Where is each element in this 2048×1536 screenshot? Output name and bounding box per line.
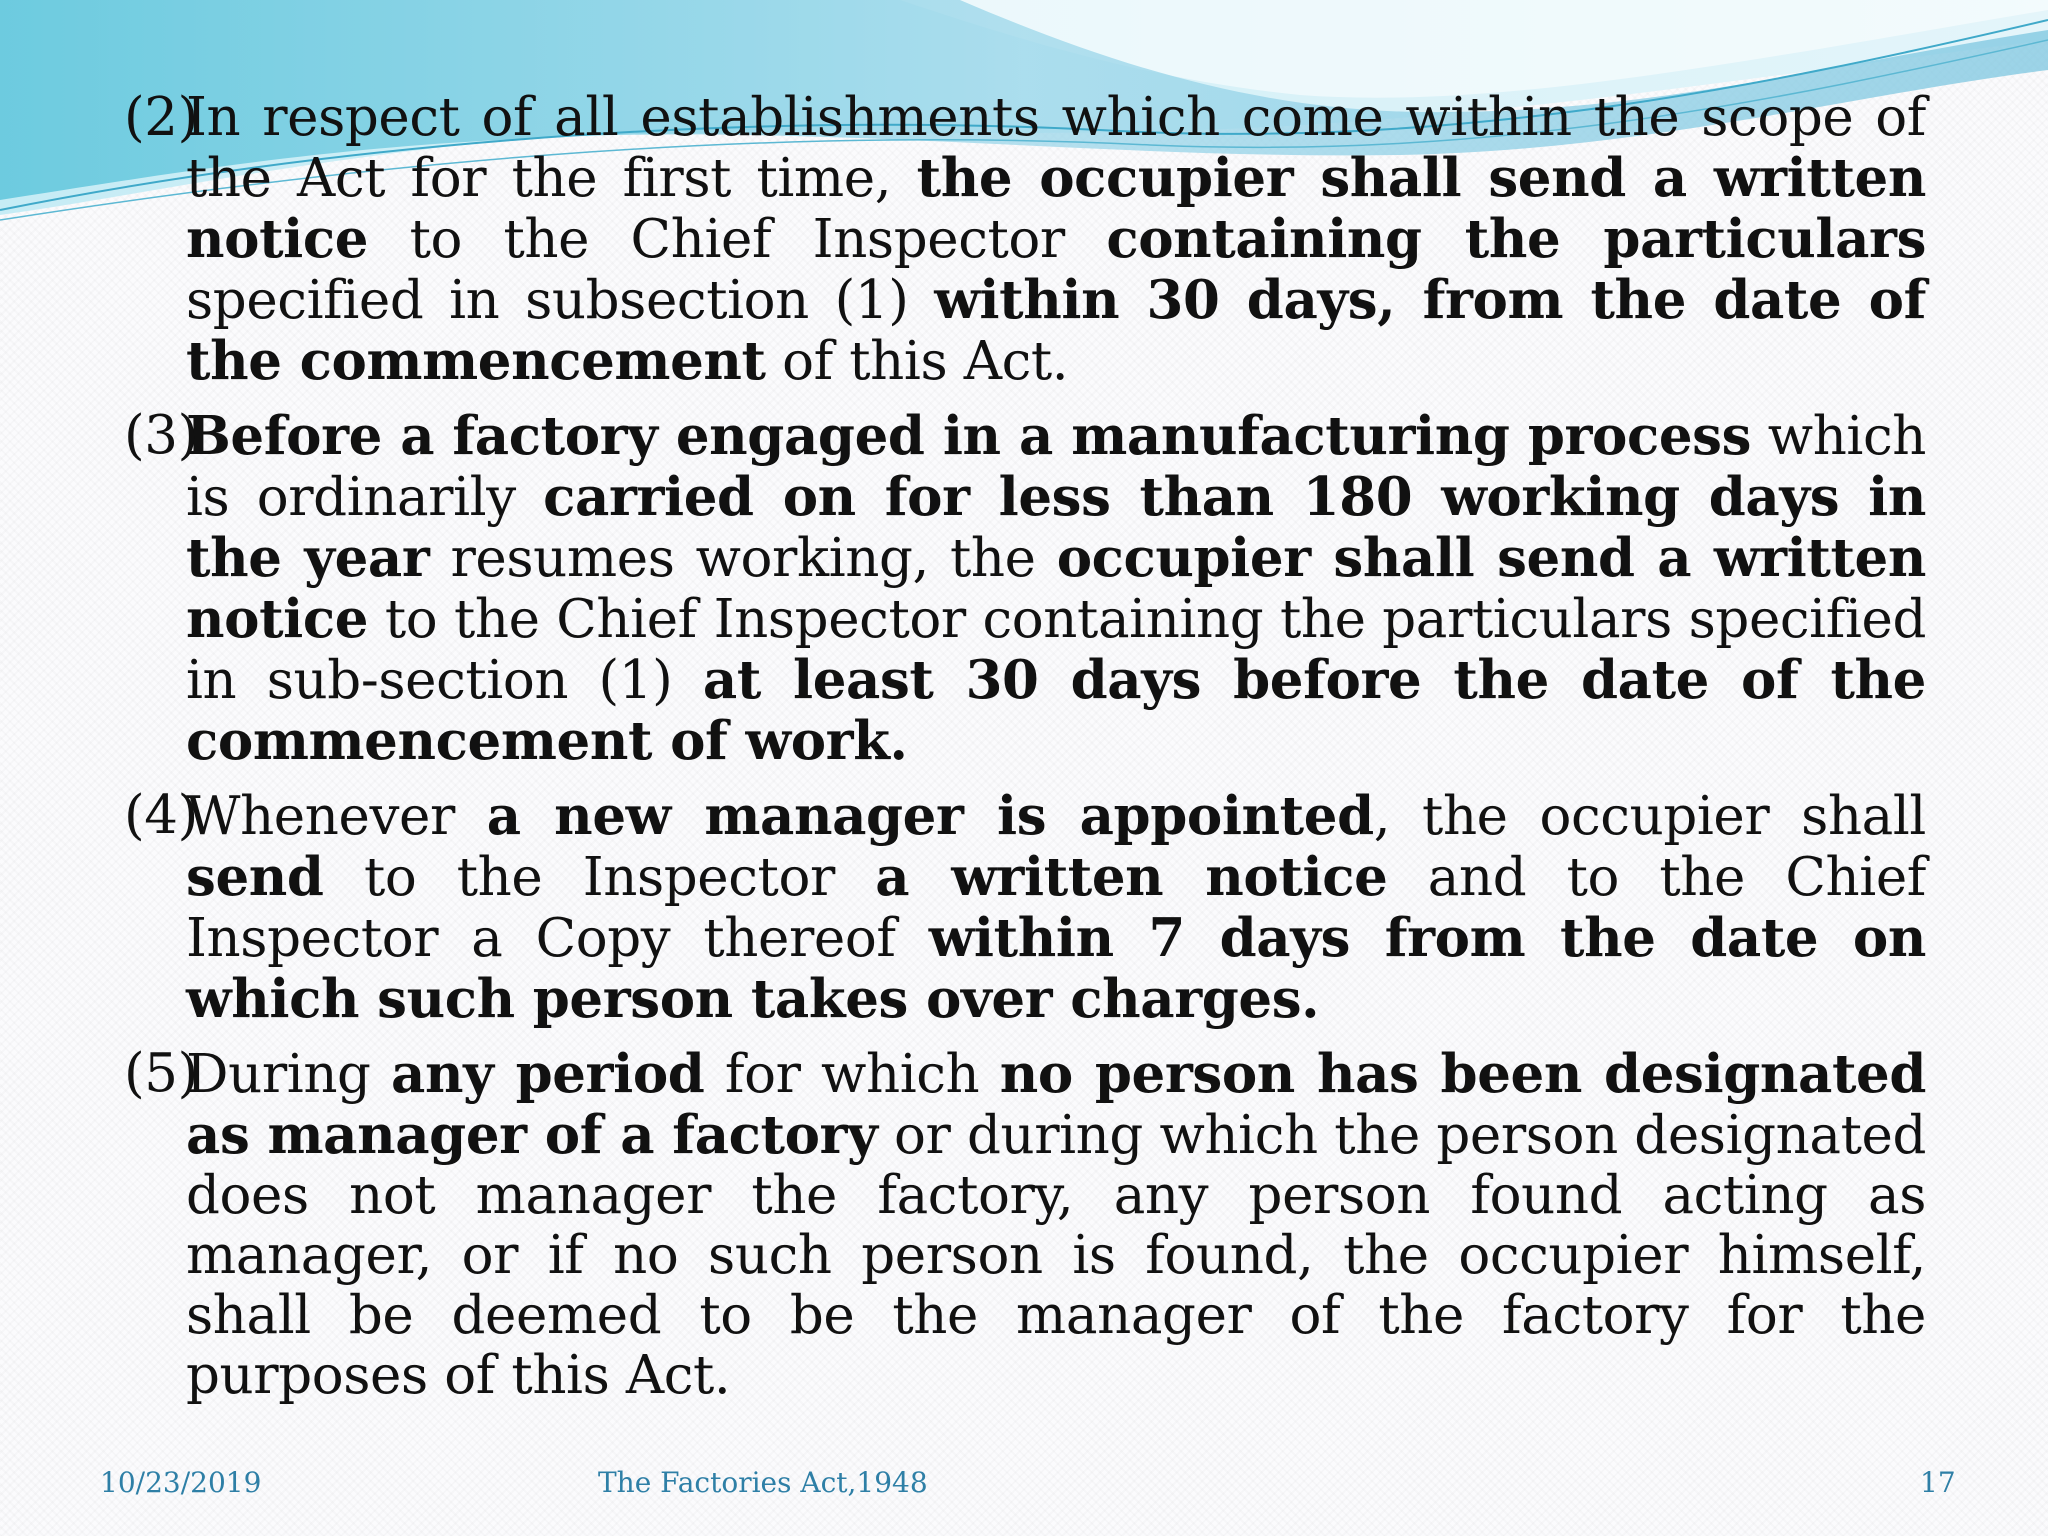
footer-date: 10/23/2019 [100,1466,262,1499]
text-segment: to the Chief Inspector containing the particulars specified in sub-section (1) [186,589,1926,711]
bold-segment: a new manager is appointed [486,785,1374,847]
text-segment: In respect of all establishments which come within the scope of the Act for the first time, [186,87,1926,209]
bold-segment: Before a factory engaged in a manufacturing process [186,405,1752,467]
paragraph-3 [124,406,1926,772]
text-segment: of this Act. [765,331,1069,392]
bold-segment: at least 30 days before the date of the commencement of work. [186,649,1927,772]
bold-segment: within 7 days from the date on which such person takes over charges. [186,907,1926,1030]
paragraph-text [186,87,1926,392]
bold-segment: within 30 days, from the date of the commencement [186,269,1926,392]
text-segment: specified in subsection (1) [186,270,935,331]
paragraph-number: (4) [124,785,198,846]
text-segment: and to the Chief Inspector a Copy thereof [186,847,1927,969]
bold-segment: the occupier shall send a written notice [186,147,1926,270]
bold-segment: no person has been designated as manager of a factory [186,1043,1926,1166]
paragraph-text [186,1044,1926,1406]
text-segment: or during which the person designated does not manager the factory, any person found acting as manager, or if no such person is found, the occupier himself, shall be deemed to be the manager of the factory for the purposes of this Act. [186,1105,1926,1406]
paragraph-number: (2) [124,87,198,148]
text-segment: to the Inspector [323,847,876,908]
text-segment: During [186,1044,392,1105]
bold-segment: a written notice [875,846,1388,908]
text-segment: which is ordinarily [186,406,1926,528]
paragraph-5 [124,1044,1926,1406]
slide-number: 17 [1920,1466,1956,1499]
bold-segment: containing the particulars [1106,208,1927,270]
bold-segment: any period [391,1043,705,1105]
paragraph-4 [124,786,1926,1030]
paragraph-number: (5) [124,1043,198,1104]
text-segment: resumes working, the [429,528,1057,589]
text-segment: , the occupier shall [1373,786,1926,847]
footer-title: The Factories Act,1948 [598,1466,928,1499]
bold-segment: carried on for less than 180 working days in the year [186,466,1926,589]
text-segment: for which [704,1044,1000,1105]
paragraph-number: (3) [124,405,198,466]
text-segment: to the Chief Inspector [368,209,1107,270]
bold-segment: send [186,846,324,908]
paragraph-2 [124,88,1926,392]
text-segment: Whenever [186,786,487,847]
paragraph-text [186,786,1926,1030]
paragraph-text [186,406,1926,772]
bold-segment: occupier shall send a written notice [186,527,1926,650]
slide-body [124,88,1926,1420]
